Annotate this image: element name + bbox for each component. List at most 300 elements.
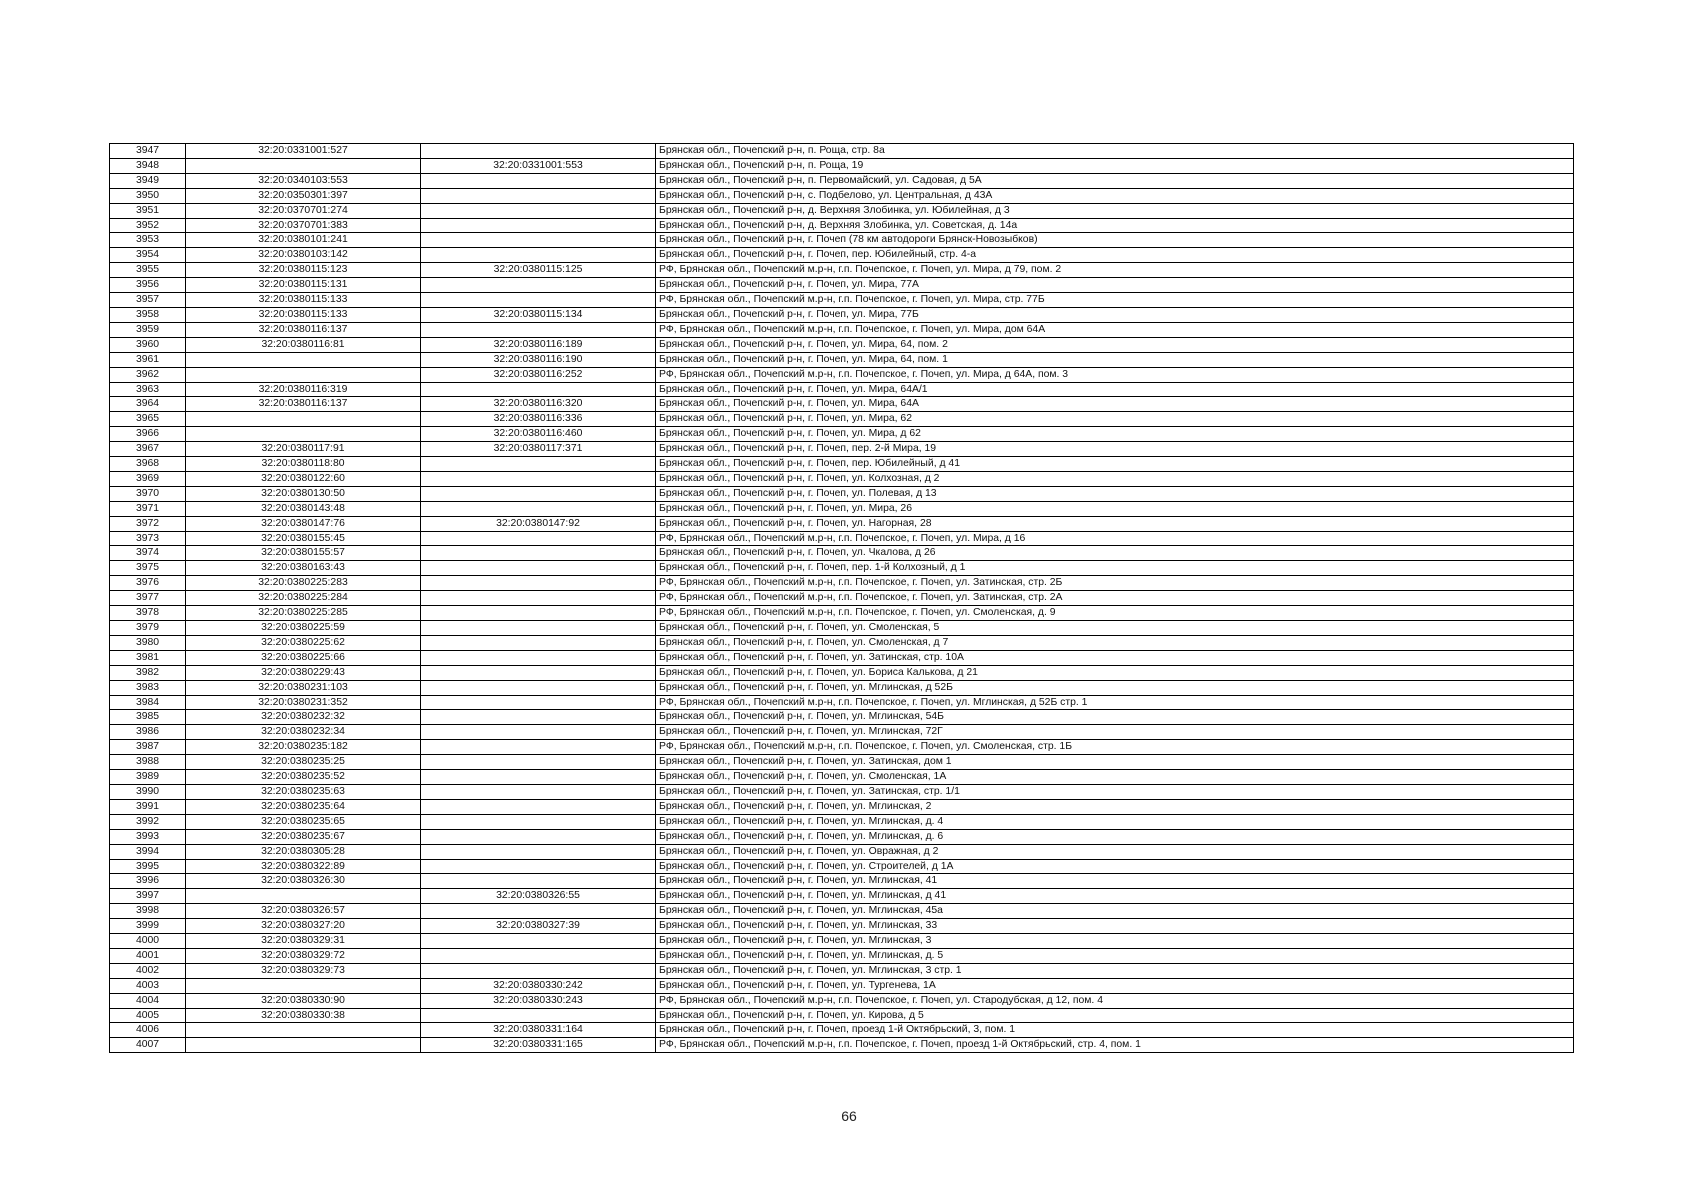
cadastral-number-2-cell <box>421 725 656 740</box>
address-cell: РФ, Брянская обл., Почепский м.р-н, г.п. Почепское, г. Почеп, ул. Мира, стр. 77Б <box>656 293 1574 308</box>
table-row <box>110 1008 1574 1023</box>
cadastral-number-cell: 32:20:0380122:60 <box>186 471 421 486</box>
address-cell: Брянская обл., Почепский р-н, г. Почеп (78 км автодороги Брянск-Новозыбков) <box>656 233 1574 248</box>
table-row <box>110 203 1574 218</box>
address-cell: РФ, Брянская обл., Почепский м.р-н, г.п. Почепское, г. Почеп, ул. Мира, д 79, пом. 2 <box>656 263 1574 278</box>
address-cell: Брянская обл., Почепский р-н, г. Почеп, ул. Чкалова, д 26 <box>656 546 1574 561</box>
table-row <box>110 307 1574 322</box>
table-row <box>110 382 1574 397</box>
cadastral-number-2-cell <box>421 457 656 472</box>
address-cell: Брянская обл., Почепский р-н, г. Почеп, ул. Мира, 26 <box>656 501 1574 516</box>
cadastral-number-2-cell <box>421 665 656 680</box>
cadastral-number-cell: 32:20:0380235:25 <box>186 755 421 770</box>
table-row <box>110 322 1574 337</box>
address-cell: РФ, Брянская обл., Почепский м.р-н, г.п. Почепское, г. Почеп, ул. Мглинская, д 52Б стр. 1 <box>656 695 1574 710</box>
cadastral-number-cell: 32:20:0380116:137 <box>186 397 421 412</box>
cadastral-number-2-cell: 32:20:0380331:165 <box>421 1038 656 1053</box>
table-row <box>110 278 1574 293</box>
cadastral-number-cell: 32:20:0380103:142 <box>186 248 421 263</box>
table-row <box>110 770 1574 785</box>
row-number-cell: 3985 <box>110 710 186 725</box>
table-row <box>110 695 1574 710</box>
row-number-cell: 3976 <box>110 576 186 591</box>
row-number-cell: 4000 <box>110 934 186 949</box>
cadastral-number-2-cell <box>421 635 656 650</box>
row-number-cell: 3996 <box>110 874 186 889</box>
cadastral-number-cell: 32:20:0380322:89 <box>186 859 421 874</box>
table-row <box>110 397 1574 412</box>
row-number-cell: 4002 <box>110 963 186 978</box>
table-row <box>110 531 1574 546</box>
table-row <box>110 621 1574 636</box>
table-row <box>110 546 1574 561</box>
cadastral-number-cell: 32:20:0370701:274 <box>186 203 421 218</box>
cadastral-number-2-cell: 32:20:0380331:164 <box>421 1023 656 1038</box>
address-cell: Брянская обл., Почепский р-н, г. Почеп, ул. Мира, 64А/1 <box>656 382 1574 397</box>
cadastral-number-2-cell <box>421 948 656 963</box>
row-number-cell: 3957 <box>110 293 186 308</box>
row-number-cell: 3966 <box>110 427 186 442</box>
cadastral-number-2-cell <box>421 874 656 889</box>
table-row <box>110 516 1574 531</box>
cadastral-number-2-cell <box>421 844 656 859</box>
cadastral-number-cell: 32:20:0340103:553 <box>186 173 421 188</box>
table-row <box>110 501 1574 516</box>
cadastral-number-2-cell <box>421 799 656 814</box>
cadastral-number-cell: 32:20:0380155:45 <box>186 531 421 546</box>
cadastral-number-2-cell <box>421 904 656 919</box>
address-cell: Брянская обл., Почепский р-н, г. Почеп, ул. Смоленская, 1А <box>656 770 1574 785</box>
address-cell: Брянская обл., Почепский р-н, г. Почеп, ул. Полевая, д 13 <box>656 486 1574 501</box>
address-cell: Брянская обл., Почепский р-н, г. Почеп, ул. Мира, 77Б <box>656 307 1574 322</box>
row-number-cell: 3959 <box>110 322 186 337</box>
address-cell: Брянская обл., Почепский р-н, г. Почеп, ул. Мглинская, д. 6 <box>656 829 1574 844</box>
cadastral-number-2-cell: 32:20:0380116:189 <box>421 337 656 352</box>
cadastral-number-2-cell: 32:20:0331001:553 <box>421 158 656 173</box>
row-number-cell: 3987 <box>110 740 186 755</box>
row-number-cell: 3955 <box>110 263 186 278</box>
address-cell: Брянская обл., Почепский р-н, п. Роща, 19 <box>656 158 1574 173</box>
cadastral-number-2-cell <box>421 695 656 710</box>
table-row <box>110 859 1574 874</box>
row-number-cell: 3973 <box>110 531 186 546</box>
cadastral-number-cell: 32:20:0380231:103 <box>186 680 421 695</box>
table-row <box>110 1023 1574 1038</box>
row-number-cell: 3949 <box>110 173 186 188</box>
cadastral-number-2-cell <box>421 486 656 501</box>
cadastral-number-2-cell: 32:20:0380116:460 <box>421 427 656 442</box>
table-row <box>110 710 1574 725</box>
row-number-cell: 3997 <box>110 889 186 904</box>
row-number-cell: 4005 <box>110 1008 186 1023</box>
address-cell: Брянская обл., Почепский р-н, г. Почеп, ул. Смоленская, 5 <box>656 621 1574 636</box>
cadastral-number-cell: 32:20:0370701:383 <box>186 218 421 233</box>
cadastral-number-cell: 32:20:0380235:67 <box>186 829 421 844</box>
cadastral-number-2-cell <box>421 710 656 725</box>
cadastral-number-2-cell <box>421 471 656 486</box>
cadastral-number-cell: 32:20:0380229:43 <box>186 665 421 680</box>
address-cell: Брянская обл., Почепский р-н, г. Почеп, ул. Мглинская, 41 <box>656 874 1574 889</box>
row-number-cell: 3948 <box>110 158 186 173</box>
row-number-cell: 3967 <box>110 442 186 457</box>
cadastral-number-2-cell <box>421 606 656 621</box>
row-number-cell: 3972 <box>110 516 186 531</box>
row-number-cell: 3968 <box>110 457 186 472</box>
row-number-cell: 3962 <box>110 367 186 382</box>
cadastral-number-cell: 32:20:0380143:48 <box>186 501 421 516</box>
table-row <box>110 352 1574 367</box>
address-cell: Брянская обл., Почепский р-н, г. Почеп, ул. Овражная, д 2 <box>656 844 1574 859</box>
cadastral-number-2-cell <box>421 293 656 308</box>
cadastral-number-cell: 32:20:0380116:81 <box>186 337 421 352</box>
address-cell: Брянская обл., Почепский р-н, г. Почеп, ул. Кирова, д 5 <box>656 1008 1574 1023</box>
address-cell: Брянская обл., Почепский р-н, г. Почеп, ул. Мглинская, 2 <box>656 799 1574 814</box>
cadastral-number-cell: 32:20:0380330:38 <box>186 1008 421 1023</box>
row-number-cell: 3975 <box>110 561 186 576</box>
table-row <box>110 427 1574 442</box>
table-row <box>110 919 1574 934</box>
registry-table-body <box>110 144 1574 1053</box>
table-row <box>110 188 1574 203</box>
table-row <box>110 784 1574 799</box>
cadastral-number-cell: 32:20:0350301:397 <box>186 188 421 203</box>
row-number-cell: 3953 <box>110 233 186 248</box>
row-number-cell: 3993 <box>110 829 186 844</box>
cadastral-number-2-cell <box>421 248 656 263</box>
row-number-cell: 3956 <box>110 278 186 293</box>
row-number-cell: 3991 <box>110 799 186 814</box>
table-row <box>110 457 1574 472</box>
cadastral-number-2-cell: 32:20:0380116:190 <box>421 352 656 367</box>
cadastral-number-2-cell: 32:20:0380330:242 <box>421 978 656 993</box>
address-cell: Брянская обл., Почепский р-н, г. Почеп, ул. Мглинская, д 52Б <box>656 680 1574 695</box>
page-number: 66 <box>841 1108 857 1124</box>
table-row <box>110 934 1574 949</box>
table-row <box>110 144 1574 159</box>
cadastral-number-cell: 32:20:0380232:34 <box>186 725 421 740</box>
cadastral-number-cell <box>186 158 421 173</box>
address-cell: Брянская обл., Почепский р-н, г. Почеп, ул. Мира, 64, пом. 2 <box>656 337 1574 352</box>
table-row <box>110 635 1574 650</box>
row-number-cell: 3984 <box>110 695 186 710</box>
address-cell: РФ, Брянская обл., Почепский м.р-н, г.п. Почепское, г. Почеп, ул. Мира, д 64А, пом. 3 <box>656 367 1574 382</box>
row-number-cell: 3969 <box>110 471 186 486</box>
table-row <box>110 740 1574 755</box>
address-cell: Брянская обл., Почепский р-н, с. Подбелово, ул. Центральная, д 43А <box>656 188 1574 203</box>
row-number-cell: 3982 <box>110 665 186 680</box>
address-cell: Брянская обл., Почепский р-н, г. Почеп, ул. Затинская, стр. 1/1 <box>656 784 1574 799</box>
cadastral-number-cell: 32:20:0380235:63 <box>186 784 421 799</box>
address-cell: Брянская обл., Почепский р-н, г. Почеп, ул. Мира, д 62 <box>656 427 1574 442</box>
address-cell: Брянская обл., Почепский р-н, г. Почеп, ул. Колхозная, д 2 <box>656 471 1574 486</box>
row-number-cell: 3979 <box>110 621 186 636</box>
table-row <box>110 561 1574 576</box>
cadastral-number-cell <box>186 427 421 442</box>
cadastral-number-cell: 32:20:0380115:123 <box>186 263 421 278</box>
row-number-cell: 3961 <box>110 352 186 367</box>
address-cell: РФ, Брянская обл., Почепский м.р-н, г.п. Почепское, г. Почеп, проезд 1-й Октябрьский, стр. 4, пом. 1 <box>656 1038 1574 1053</box>
table-row <box>110 948 1574 963</box>
row-number-cell: 4001 <box>110 948 186 963</box>
cadastral-number-2-cell <box>421 650 656 665</box>
cadastral-number-2-cell <box>421 784 656 799</box>
cadastral-number-cell: 32:20:0380225:59 <box>186 621 421 636</box>
cadastral-number-cell: 32:20:0380225:62 <box>186 635 421 650</box>
cadastral-number-cell: 32:20:0380225:283 <box>186 576 421 591</box>
row-number-cell: 4004 <box>110 993 186 1008</box>
cadastral-number-cell: 32:20:0380329:72 <box>186 948 421 963</box>
cadastral-number-2-cell <box>421 531 656 546</box>
cadastral-number-cell: 32:20:0380225:285 <box>186 606 421 621</box>
row-number-cell: 4007 <box>110 1038 186 1053</box>
cadastral-number-cell <box>186 352 421 367</box>
cadastral-number-2-cell: 32:20:0380327:39 <box>421 919 656 934</box>
cadastral-number-cell: 32:20:0380130:50 <box>186 486 421 501</box>
address-cell: Брянская обл., Почепский р-н, п. Первомайский, ул. Садовая, д 5А <box>656 173 1574 188</box>
cadastral-number-cell: 32:20:0380330:90 <box>186 993 421 1008</box>
table-row <box>110 471 1574 486</box>
row-number-cell: 3954 <box>110 248 186 263</box>
table-row <box>110 874 1574 889</box>
cadastral-number-2-cell <box>421 188 656 203</box>
row-number-cell: 3988 <box>110 755 186 770</box>
cadastral-number-cell: 32:20:0380155:57 <box>186 546 421 561</box>
table-row <box>110 725 1574 740</box>
table-row <box>110 680 1574 695</box>
address-cell: РФ, Брянская обл., Почепский м.р-н, г.п. Почепское, г. Почеп, ул. Мира, дом 64А <box>656 322 1574 337</box>
cadastral-number-cell: 32:20:0380235:65 <box>186 814 421 829</box>
cadastral-number-2-cell <box>421 561 656 576</box>
cadastral-number-cell: 32:20:0380116:137 <box>186 322 421 337</box>
cadastral-number-2-cell <box>421 501 656 516</box>
cadastral-number-2-cell <box>421 770 656 785</box>
cadastral-number-2-cell: 32:20:0380115:125 <box>421 263 656 278</box>
row-number-cell: 3971 <box>110 501 186 516</box>
address-cell: Брянская обл., Почепский р-н, г. Почеп, ул. Мглинская, 54Б <box>656 710 1574 725</box>
row-number-cell: 3963 <box>110 382 186 397</box>
cadastral-number-2-cell <box>421 963 656 978</box>
address-cell: Брянская обл., Почепский р-н, г. Почеп, пер. Юбилейный, д 41 <box>656 457 1574 472</box>
cadastral-number-2-cell: 32:20:0380115:134 <box>421 307 656 322</box>
table-row <box>110 218 1574 233</box>
cadastral-number-2-cell <box>421 621 656 636</box>
row-number-cell: 3960 <box>110 337 186 352</box>
cadastral-number-2-cell <box>421 173 656 188</box>
cadastral-number-cell: 32:20:0380327:20 <box>186 919 421 934</box>
row-number-cell: 3978 <box>110 606 186 621</box>
cadastral-number-2-cell: 32:20:0380116:320 <box>421 397 656 412</box>
row-number-cell: 3983 <box>110 680 186 695</box>
row-number-cell: 4003 <box>110 978 186 993</box>
address-cell: Брянская обл., Почепский р-н, г. Почеп, ул. Мира, 62 <box>656 412 1574 427</box>
table-row <box>110 248 1574 263</box>
row-number-cell: 3970 <box>110 486 186 501</box>
address-cell: Брянская обл., Почепский р-н, г. Почеп, ул. Мглинская, 3 <box>656 934 1574 949</box>
address-cell: Брянская обл., Почепский р-н, г. Почеп, ул. Строителей, д 1А <box>656 859 1574 874</box>
table-row <box>110 814 1574 829</box>
table-row <box>110 233 1574 248</box>
cadastral-number-cell: 32:20:0380305:28 <box>186 844 421 859</box>
address-cell: Брянская обл., Почепский р-н, п. Роща, стр. 8а <box>656 144 1574 159</box>
table-row <box>110 978 1574 993</box>
cadastral-number-cell: 32:20:0331001:527 <box>186 144 421 159</box>
cadastral-number-2-cell: 32:20:0380147:92 <box>421 516 656 531</box>
cadastral-number-2-cell <box>421 576 656 591</box>
cadastral-number-2-cell <box>421 680 656 695</box>
cadastral-number-2-cell <box>421 203 656 218</box>
row-number-cell: 3992 <box>110 814 186 829</box>
row-number-cell: 3974 <box>110 546 186 561</box>
address-cell: Брянская обл., Почепский р-н, г. Почеп, пер. Юбилейный, стр. 4-а <box>656 248 1574 263</box>
row-number-cell: 3990 <box>110 784 186 799</box>
table-row <box>110 486 1574 501</box>
cadastral-number-cell: 32:20:0380147:76 <box>186 516 421 531</box>
address-cell: Брянская обл., Почепский р-н, г. Почеп, ул. Мглинская, 3 стр. 1 <box>656 963 1574 978</box>
address-cell: РФ, Брянская обл., Почепский м.р-н, г.п. Почепское, г. Почеп, ул. Затинская, стр. 2Б <box>656 576 1574 591</box>
address-cell: Брянская обл., Почепский р-н, г. Почеп, ул. Мглинская, д 41 <box>656 889 1574 904</box>
row-number-cell: 3958 <box>110 307 186 322</box>
address-cell: Брянская обл., Почепский р-н, г. Почеп, ул. Мглинская, 45а <box>656 904 1574 919</box>
cadastral-number-cell: 32:20:0380232:32 <box>186 710 421 725</box>
cadastral-number-cell: 32:20:0380329:73 <box>186 963 421 978</box>
address-cell: Брянская обл., Почепский р-н, г. Почеп, ул. Затинская, стр. 10А <box>656 650 1574 665</box>
row-number-cell: 3947 <box>110 144 186 159</box>
row-number-cell: 3965 <box>110 412 186 427</box>
table-row <box>110 158 1574 173</box>
row-number-cell: 3994 <box>110 844 186 859</box>
registry-table <box>109 143 1574 1053</box>
row-number-cell: 3964 <box>110 397 186 412</box>
table-row <box>110 799 1574 814</box>
table-row <box>110 993 1574 1008</box>
address-cell: Брянская обл., Почепский р-н, г. Почеп, пер. 2-й Мира, 19 <box>656 442 1574 457</box>
cadastral-number-2-cell <box>421 218 656 233</box>
address-cell: Брянская обл., Почепский р-н, г. Почеп, ул. Мира, 64А <box>656 397 1574 412</box>
row-number-cell: 3977 <box>110 591 186 606</box>
address-cell: Брянская обл., Почепский р-н, д. Верхняя Злобинка, ул. Советская, д. 14а <box>656 218 1574 233</box>
cadastral-number-cell: 32:20:0380118:80 <box>186 457 421 472</box>
address-cell: Брянская обл., Почепский р-н, г. Почеп, ул. Тургенева, 1А <box>656 978 1574 993</box>
cadastral-number-cell: 32:20:0380116:319 <box>186 382 421 397</box>
table-row <box>110 173 1574 188</box>
row-number-cell: 3951 <box>110 203 186 218</box>
address-cell: Брянская обл., Почепский р-н, г. Почеп, ул. Мглинская, 33 <box>656 919 1574 934</box>
cadastral-number-cell <box>186 1023 421 1038</box>
cadastral-number-2-cell <box>421 934 656 949</box>
cadastral-number-2-cell <box>421 740 656 755</box>
cadastral-number-2-cell: 32:20:0380326:55 <box>421 889 656 904</box>
address-cell: Брянская обл., Почепский р-н, г. Почеп, ул. Смоленская, д 7 <box>656 635 1574 650</box>
table-row <box>110 367 1574 382</box>
cadastral-number-cell: 32:20:0380235:52 <box>186 770 421 785</box>
cadastral-number-2-cell: 32:20:0380330:243 <box>421 993 656 1008</box>
cadastral-number-cell: 32:20:0380225:66 <box>186 650 421 665</box>
cadastral-number-cell <box>186 889 421 904</box>
row-number-cell: 3986 <box>110 725 186 740</box>
address-cell: Брянская обл., Почепский р-н, г. Почеп, ул. Мира, 77А <box>656 278 1574 293</box>
cadastral-number-cell <box>186 1038 421 1053</box>
cadastral-number-2-cell: 32:20:0380117:371 <box>421 442 656 457</box>
address-cell: Брянская обл., Почепский р-н, г. Почеп, ул. Нагорная, 28 <box>656 516 1574 531</box>
cadastral-number-2-cell <box>421 814 656 829</box>
cadastral-number-2-cell <box>421 755 656 770</box>
address-cell: Брянская обл., Почепский р-н, г. Почеп, ул. Затинская, дом 1 <box>656 755 1574 770</box>
cadastral-number-cell: 32:20:0380329:31 <box>186 934 421 949</box>
row-number-cell: 3999 <box>110 919 186 934</box>
table-row <box>110 293 1574 308</box>
table-row <box>110 904 1574 919</box>
address-cell: РФ, Брянская обл., Почепский м.р-н, г.п. Почепское, г. Почеп, ул. Мира, д 16 <box>656 531 1574 546</box>
address-cell: Брянская обл., Почепский р-н, г. Почеп, ул. Мира, 64, пом. 1 <box>656 352 1574 367</box>
cadastral-number-cell: 32:20:0380235:64 <box>186 799 421 814</box>
row-number-cell: 3980 <box>110 635 186 650</box>
table-row <box>110 442 1574 457</box>
cadastral-number-cell: 32:20:0380326:30 <box>186 874 421 889</box>
cadastral-number-2-cell: 32:20:0380116:336 <box>421 412 656 427</box>
cadastral-number-cell <box>186 412 421 427</box>
cadastral-number-2-cell <box>421 278 656 293</box>
cadastral-number-cell: 32:20:0380225:284 <box>186 591 421 606</box>
cadastral-number-cell: 32:20:0380235:182 <box>186 740 421 755</box>
table-row <box>110 1038 1574 1053</box>
row-number-cell: 3950 <box>110 188 186 203</box>
address-cell: Брянская обл., Почепский р-н, г. Почеп, пер. 1-й Колхозный, д 1 <box>656 561 1574 576</box>
table-row <box>110 591 1574 606</box>
row-number-cell: 3952 <box>110 218 186 233</box>
cadastral-number-2-cell <box>421 1008 656 1023</box>
cadastral-number-2-cell <box>421 829 656 844</box>
address-cell: РФ, Брянская обл., Почепский м.р-н, г.п. Почепское, г. Почеп, ул. Стародубская, д 12, пом. 4 <box>656 993 1574 1008</box>
address-cell: Брянская обл., Почепский р-н, г. Почеп, проезд 1-й Октябрьский, 3, пом. 1 <box>656 1023 1574 1038</box>
cadastral-number-cell <box>186 367 421 382</box>
table-row <box>110 755 1574 770</box>
cadastral-number-2-cell: 32:20:0380116:252 <box>421 367 656 382</box>
row-number-cell: 3998 <box>110 904 186 919</box>
table-row <box>110 844 1574 859</box>
address-cell: Брянская обл., Почепский р-н, г. Почеп, ул. Мглинская, д. 4 <box>656 814 1574 829</box>
table-row <box>110 337 1574 352</box>
cadastral-number-cell: 32:20:0380115:133 <box>186 307 421 322</box>
table-row <box>110 963 1574 978</box>
table-row <box>110 263 1574 278</box>
cadastral-number-cell: 32:20:0380163:43 <box>186 561 421 576</box>
address-cell: РФ, Брянская обл., Почепский м.р-н, г.п. Почепское, г. Почеп, ул. Затинская, стр. 2А <box>656 591 1574 606</box>
cadastral-number-2-cell <box>421 233 656 248</box>
cadastral-number-2-cell <box>421 322 656 337</box>
cadastral-number-2-cell <box>421 591 656 606</box>
table-row <box>110 829 1574 844</box>
table-row <box>110 665 1574 680</box>
address-cell: РФ, Брянская обл., Почепский м.р-н, г.п. Почепское, г. Почеп, ул. Смоленская, д. 9 <box>656 606 1574 621</box>
cadastral-number-cell: 32:20:0380115:131 <box>186 278 421 293</box>
cadastral-number-2-cell <box>421 382 656 397</box>
cadastral-number-cell: 32:20:0380231:352 <box>186 695 421 710</box>
row-number-cell: 3989 <box>110 770 186 785</box>
row-number-cell: 3981 <box>110 650 186 665</box>
cadastral-number-cell: 32:20:0380115:133 <box>186 293 421 308</box>
table-row <box>110 606 1574 621</box>
address-cell: Брянская обл., Почепский р-н, д. Верхняя Злобинка, ул. Юбилейная, д 3 <box>656 203 1574 218</box>
row-number-cell: 3995 <box>110 859 186 874</box>
table-row <box>110 576 1574 591</box>
address-cell: Брянская обл., Почепский р-н, г. Почеп, ул. Бориса Калькова, д 21 <box>656 665 1574 680</box>
cadastral-number-2-cell <box>421 546 656 561</box>
cadastral-number-2-cell <box>421 859 656 874</box>
cadastral-number-cell: 32:20:0380326:57 <box>186 904 421 919</box>
address-cell: Брянская обл., Почепский р-н, г. Почеп, ул. Мглинская, 72Г <box>656 725 1574 740</box>
row-number-cell: 4006 <box>110 1023 186 1038</box>
cadastral-number-cell: 32:20:0380117:91 <box>186 442 421 457</box>
